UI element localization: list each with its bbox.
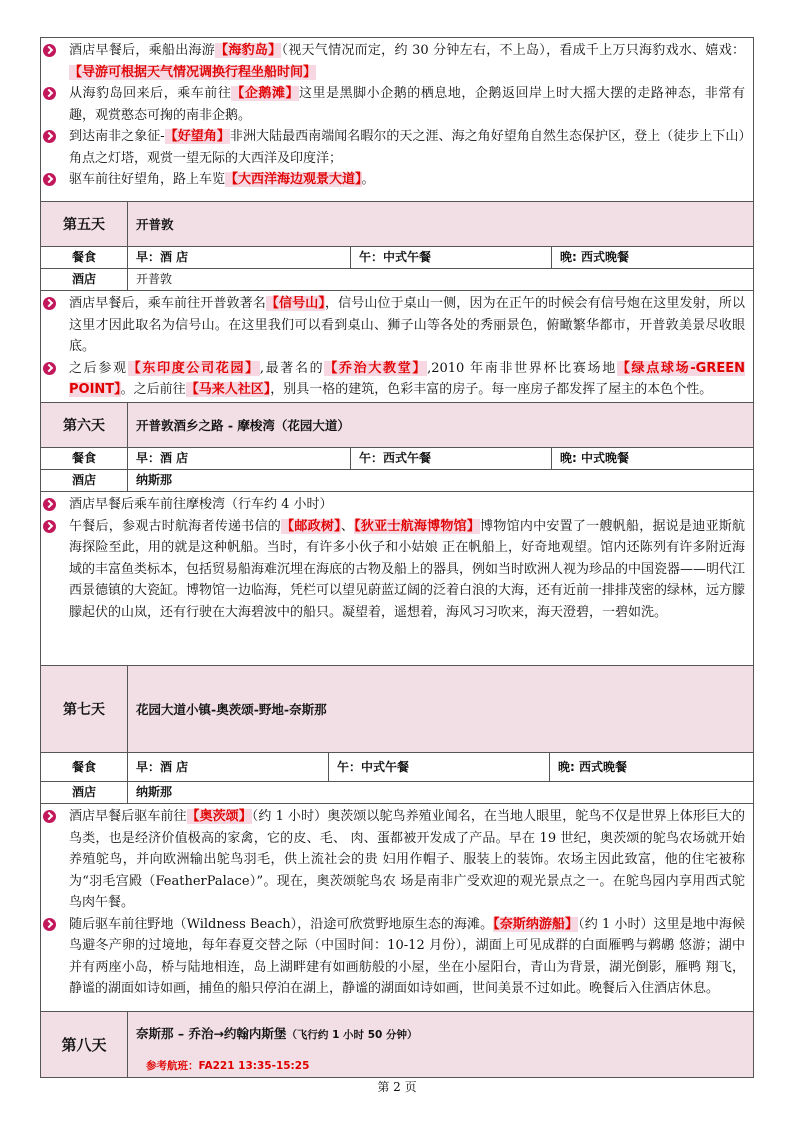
day4-activities — [41, 38, 753, 202]
lunch: 午：西式午餐 — [351, 448, 552, 469]
day7-route: 花园大道小镇-奥茨颂-野地-奈斯那 — [136, 702, 327, 717]
day5-item: 酒店早餐后，乘车前往开普敦著名【信号山】，信号山位于桌山一侧，因为在正午的时候会有信号炮在这里发射，所以这里才因此取名为信号山。在这里我们可以看到桌山、狮子山等各处的秀丽景色，俯瞰繁华都市，开普敦美景尽收眼底。 — [69, 293, 745, 358]
day6-meals — [41, 448, 753, 470]
day5-meals — [41, 247, 753, 269]
day7-meals — [41, 753, 753, 782]
meal-label: 餐食 — [41, 753, 128, 781]
day6-label: 第六天 — [41, 403, 128, 447]
day5-header — [41, 202, 753, 247]
itinerary-table — [40, 37, 754, 1078]
meal-label: 餐食 — [41, 448, 128, 469]
day5-hotel — [41, 269, 753, 291]
meal-label: 餐食 — [41, 247, 128, 268]
bullet-icon — [43, 918, 56, 931]
day4-item: 从海豹岛回来后，乘车前往【企鹅滩】这里是黑脚小企鹅的栖息地，企鹅返回岸上时大摇大摆的走路神态，非常有趣，观赏憨态可掬的南非企鹅。 — [69, 83, 745, 126]
day4-item: 酒店早餐后，乘船出海游【海豹岛】（视天气情况而定，约 30 分钟左右，不上岛），看成千上万只海豹戏水、嬉戏：【导游可根据天气情况调换行程坐船时间】 — [69, 40, 745, 83]
bullet-icon — [43, 498, 56, 511]
itinerary-page — [40, 37, 754, 1078]
bullet-icon — [43, 44, 56, 57]
bullet-icon — [43, 173, 56, 186]
day6-activities — [41, 492, 753, 666]
day8-header — [41, 1012, 753, 1078]
dinner: 晚: 西式晚餐 — [560, 250, 629, 264]
dinner: 晚: 中式晚餐 — [560, 451, 629, 465]
day6-item: 午餐后，参观古时航海者传递书信的【邮政树】、【狄亚士航海博物馆】博物馆内中安置了一艘帆船，据说是迪亚斯航海探险至此，用的就是这种帆船。当时，有许多小伙子和小姑娘 正在帆船上，好奇地观望。馆内还陈列有许多附近海域的丰富鱼类标本，包括贸易船海难沉埋在海底的古物及船上的器具，例如当时欧洲人视为珍品的中国瓷器——明代江西景德镇的大瓷缸。博物馆一边临海，凭栏可以望见蔚蓝辽阔的泛着白浪的大海，还有近前一排排茂密的绿林，远方朦朦起伏的山岚，还有行驶在大海碧波中的船只。凝望着，遥想着，海风习习吹来，海天澄碧，一碧如洗。 — [69, 516, 745, 624]
day5-label: 第五天 — [41, 202, 128, 246]
lunch: 午：中式午餐 — [329, 753, 550, 781]
day5-item: 之后参观【东印度公司花园】,最著名的【乔治大教堂】,2010 年南非世界杯比赛场地【绿点球场-GREEN POINT】。之后前往【马来人社区】，别具一格的建筑，色彩丰富的房子。每一座房子都发挥了屋主的本色个性。 — [69, 358, 745, 401]
day7-activities — [41, 804, 753, 1012]
hotel-label: 酒店 — [41, 782, 128, 803]
lunch: 午：中式午餐 — [351, 247, 552, 268]
day4-item: 驱车前往好望角，路上车览【大西洋海边观景大道】。 — [69, 169, 745, 191]
day5-activities — [41, 291, 753, 403]
day7-item: 随后驱车前往野地（Wildness Beach），沿途可欣赏野地原生态的海滩。【奈斯纳游船】（约 1 小时）这里是地中海候鸟避冬产卵的过境地，每年春夏交替之际（中国时间：10-12 月份），湖面上可见成群的白面雁鸭与鹈鹕 悠游；湖中并有两座小岛，桥与陆地相连，岛上湖畔建有如画舫般的小屋，坐在小屋阳台，青山为背景，湖光倒影，雁鸭 翔飞，静谧的湖面如诗如画，捕鱼的船只停泊在湖上，静谧的湖面如诗如画，世间美景不过如此。晚餐后入住酒店休息。 — [69, 914, 745, 1000]
bullet-icon — [43, 362, 56, 375]
page-number: 第 2 页 — [377, 1080, 417, 1094]
day8-label: 第八天 — [41, 1012, 128, 1077]
dinner: 晚: 西式晚餐 — [558, 760, 627, 774]
bullet-icon — [43, 520, 56, 533]
hotel-name: 纳斯那 — [136, 785, 173, 799]
breakfast: 早：酒 店 — [128, 448, 351, 469]
day8-route-note: （飞行约 1 小时 50 分钟） — [286, 1029, 418, 1041]
day6-route: 开普敦酒乡之路 - 摩梭湾（花园大道） — [136, 418, 350, 433]
day7-hotel — [41, 782, 753, 804]
bullet-icon — [43, 130, 56, 143]
hotel-label: 酒店 — [41, 269, 128, 290]
breakfast: 早：酒 店 — [128, 247, 351, 268]
flight-info: 参考航班：FA221 13:35-15:25 — [146, 1060, 310, 1072]
hotel-label: 酒店 — [41, 470, 128, 491]
bullet-icon — [43, 87, 56, 100]
bullet-icon — [43, 810, 56, 823]
day7-header — [41, 666, 753, 753]
day6-hotel — [41, 470, 753, 492]
day7-item: 酒店早餐后驱车前往【奥茨颂】（约 1 小时）奥茨颂以鸵鸟养殖业闻名，在当地人眼里，鸵鸟不仅是世界上体形巨大的鸟类，也是经济价值极高的家禽，它的皮、毛、 肉、蛋都被开发成了产品。早在 19 世纪，奥茨颂的鸵鸟农场就开始养殖鸵鸟，并向欧洲输出鸵鸟羽毛，供上流社会的贵 妇用作帽子、服装上的装饰。农场主因此致富，他的住宅被称为“羽毛宫殿（FeatherPalace）”。现在，奥茨颂鸵鸟农 场是南非广受欢迎的观光景点之一。在鸵鸟园内享用西式鸵鸟肉午餐。 — [69, 806, 745, 914]
hotel-name: 纳斯那 — [136, 473, 173, 487]
day7-label: 第七天 — [41, 666, 128, 752]
breakfast: 早：酒 店 — [128, 753, 329, 781]
day5-route: 开普敦 — [136, 217, 174, 232]
day6-header — [41, 403, 753, 448]
bullet-icon — [43, 297, 56, 310]
hotel-name: 开普敦 — [136, 272, 173, 286]
day4-item: 到达南非之象征-【好望角】非洲大陆最西南端闻名暇尔的天之涯、海之角好望角自然生态保护区，登上（徒步上下山）角点之灯塔，观赏一望无际的大西洋及印度洋； — [69, 126, 745, 169]
day6-item: 酒店早餐后乘车前往摩梭湾（行车约 4 小时） — [69, 494, 745, 516]
day8-route: 奈斯那 – 乔治→约翰内斯堡 — [136, 1026, 287, 1041]
